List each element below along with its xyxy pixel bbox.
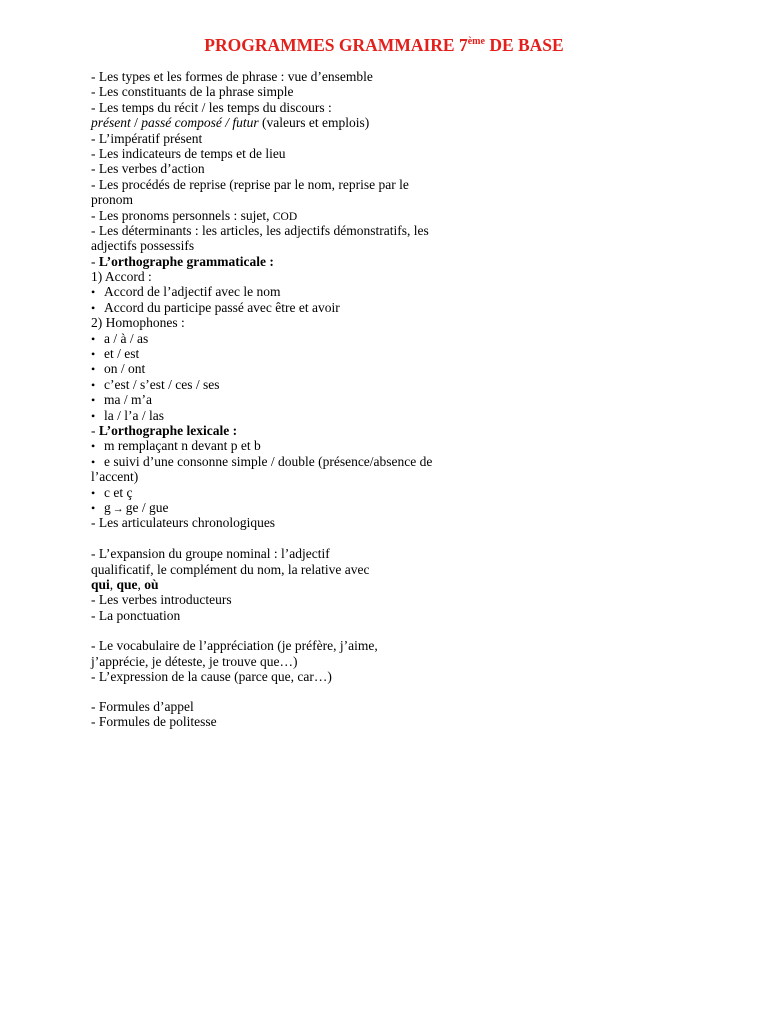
list-item: - L’expression de la cause (parce que, car…) — [91, 669, 332, 685]
list-item: - Le vocabulaire de l’appréciation (je préfère, j’aime, — [91, 638, 378, 654]
bullet-item — [91, 408, 463, 423]
list-item — [91, 115, 463, 130]
bullet-icon: • — [91, 485, 96, 500]
list-item: - L’expansion du groupe nominal : l’adjectif — [91, 546, 330, 562]
bullet-icon: • — [91, 300, 96, 315]
bullet-text: c’est / s’est / ces / ses — [104, 376, 220, 392]
list-item: qualificatif, le complément du nom, la relative avec — [91, 561, 370, 577]
blank-line — [91, 531, 463, 546]
word-que: que — [116, 576, 138, 592]
word-qui: qui — [91, 576, 110, 592]
program-list — [91, 69, 463, 729]
heading-grammatical-spelling: L’orthographe grammaticale : — [98, 253, 274, 269]
list-item — [91, 577, 463, 592]
bullet-item — [91, 377, 463, 392]
comma: , — [109, 576, 117, 592]
bullet-text: e suivi d’une consonne simple / double (présence/absence de — [104, 453, 433, 469]
section-heading — [91, 254, 463, 269]
bullet-item — [91, 485, 463, 500]
tense-separator: / — [130, 115, 142, 131]
word-ou: où — [144, 576, 159, 592]
bullet-item — [91, 438, 463, 453]
bullet-text: Accord de l’adjectif avec le nom — [104, 284, 281, 300]
tense-present: présent — [91, 115, 131, 131]
title-main: PROGRAMMES GRAMMAIRE 7 — [204, 35, 468, 55]
blank-line — [91, 685, 463, 699]
list-item: - Les verbes d’action — [91, 161, 205, 177]
bullet-icon: • — [91, 500, 96, 515]
list-item: - La ponctuation — [91, 607, 181, 623]
subsection-heading: 2) Homophones : — [91, 315, 185, 331]
bullet-text: c et ç — [104, 484, 133, 500]
bullet-text: ma / m’a — [104, 392, 152, 408]
comma: , — [137, 576, 145, 592]
tense-note: (valeurs et emplois) — [258, 115, 370, 131]
list-item: - Les articulateurs chronologiques — [91, 515, 276, 531]
list-item: - Les constituants de la phrase simple — [91, 84, 294, 100]
list-item: - L’impératif présent — [91, 130, 203, 146]
tense-others: passé composé / futur — [141, 115, 259, 131]
bullet-icon: • — [91, 331, 96, 346]
blank-line — [91, 623, 463, 638]
bullet-item — [91, 284, 463, 299]
bullet-icon: • — [91, 439, 96, 454]
list-item: pronom — [91, 192, 133, 208]
list-item: - Les verbes introducteurs — [91, 592, 232, 608]
heading-dash: - — [91, 422, 99, 438]
bullet-text: ge / gue — [125, 499, 169, 515]
title-superscript: ème — [467, 36, 485, 47]
bullet-icon: • — [91, 408, 96, 423]
list-item: - Les temps du récit / les temps du discours : — [91, 99, 332, 115]
list-item: l’accent) — [91, 469, 139, 485]
bullet-text: Accord du participe passé avec être et avoir — [104, 299, 340, 315]
bullet-text: m remplaçant n devant p et b — [104, 438, 261, 454]
list-item — [91, 208, 463, 223]
title-suffix: DE BASE — [484, 35, 564, 55]
bullet-text: la / l’a / las — [104, 407, 164, 423]
bullet-item — [91, 300, 463, 315]
bullet-icon: • — [91, 285, 96, 300]
list-item: - Les indicateurs de temps et de lieu — [91, 145, 286, 161]
cod-abbrev: COD — [272, 210, 298, 223]
bullet-item — [91, 361, 463, 376]
list-item: - Formules de politesse — [91, 714, 217, 730]
bullet-item — [91, 331, 463, 346]
list-item: j’apprécie, je déteste, je trouve que…) — [91, 653, 298, 669]
heading-lexical-spelling: L’orthographe lexicale : — [98, 422, 238, 438]
list-item: adjectifs possessifs — [91, 238, 195, 254]
page-title — [0, 34, 768, 56]
arrow-right-icon: → — [112, 502, 124, 515]
bullet-item — [91, 392, 463, 407]
subsection-heading: 1) Accord : — [91, 269, 152, 285]
bullet-icon: • — [91, 362, 96, 377]
list-item: - Les procédés de reprise (reprise par le nom, reprise par le — [91, 176, 409, 192]
bullet-text: et / est — [104, 346, 140, 362]
bullet-icon: • — [91, 377, 96, 392]
heading-dash: - — [91, 253, 99, 269]
bullet-item — [91, 500, 463, 515]
bullet-icon: • — [91, 393, 96, 408]
bullet-item — [91, 454, 463, 469]
bullet-icon: • — [91, 454, 96, 469]
list-item: - Les déterminants : les articles, les adjectifs démonstratifs, les — [91, 222, 429, 238]
list-item: - Formules d’appel — [91, 698, 194, 714]
section-heading — [91, 423, 463, 438]
pronouns-text: - Les pronoms personnels : sujet, — [91, 207, 273, 223]
bullet-text: g — [104, 499, 111, 515]
list-item: - Les types et les formes de phrase : vue d’ensemble — [91, 69, 373, 84]
bullet-icon: • — [91, 347, 96, 362]
bullet-item — [91, 346, 463, 361]
bullet-text: a / à / as — [104, 330, 149, 346]
bullet-text: on / ont — [104, 361, 146, 377]
